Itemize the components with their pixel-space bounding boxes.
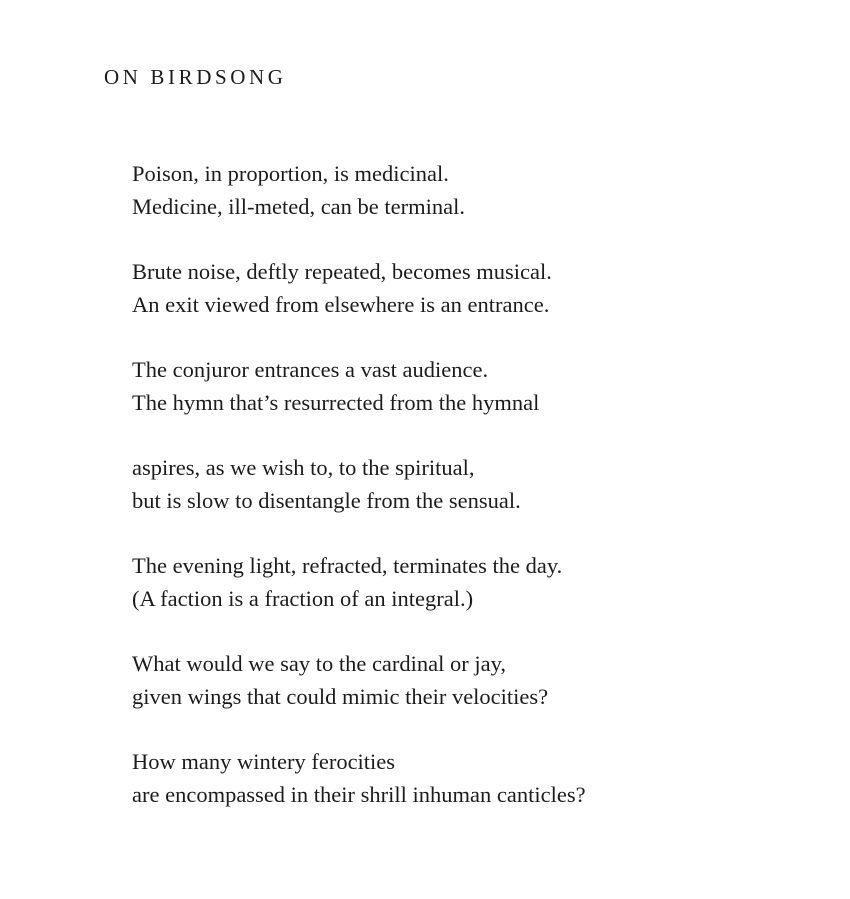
poem-line: The conjuror entrances a vast audience. — [132, 357, 489, 382]
stanza-6 — [132, 647, 832, 713]
poem-line: The hymn that’s resurrected from the hymnal — [132, 390, 540, 415]
poem-line: (A faction is a fraction of an integral.) — [132, 586, 474, 611]
stanza-5 — [132, 549, 832, 615]
poem-line: Poison, in proportion, is medicinal. — [132, 161, 449, 186]
poem-line: The evening light, refracted, terminates the day. — [132, 553, 563, 578]
poem-line: How many wintery ferocities — [132, 749, 396, 774]
poem-line: An exit viewed from elsewhere is an entrance. — [132, 292, 550, 317]
poem-title: ON BIRDSONG — [104, 65, 287, 89]
stanza-1 — [132, 157, 832, 223]
poem-line: are encompassed in their shrill inhuman canticles? — [132, 782, 586, 807]
poem-line: Brute noise, deftly repeated, becomes musical. — [132, 259, 552, 284]
poem-line: given wings that could mimic their velocities? — [132, 684, 549, 709]
poem-line: but is slow to disentangle from the sensual. — [132, 488, 521, 513]
stanza-7 — [132, 745, 832, 811]
poem-line: aspires, as we wish to, to the spiritual, — [132, 455, 475, 480]
stanza-2 — [132, 255, 832, 321]
stanza-4 — [132, 451, 832, 517]
poem-body — [132, 157, 832, 843]
poem-line: What would we say to the cardinal or jay, — [132, 651, 507, 676]
poem-line: Medicine, ill-meted, can be terminal. — [132, 194, 465, 219]
stanza-3 — [132, 353, 832, 419]
